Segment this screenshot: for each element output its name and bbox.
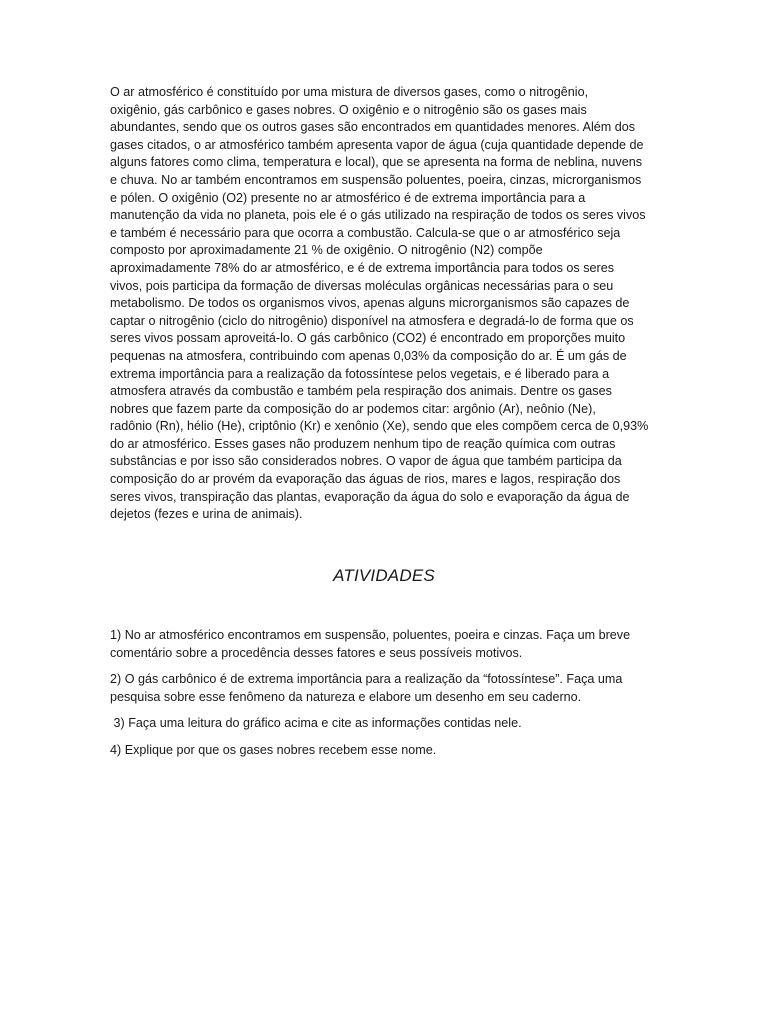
paragraph-line: e também é necessário para que ocorra a combustão. Calcula-se que o ar atmosférico seja — [110, 225, 621, 240]
body-paragraph — [110, 84, 662, 524]
paragraph-line: captar o nitrogênio (ciclo do nitrogênio) disponível na atmosfera e degradá-lo de forma que os — [110, 313, 634, 328]
activity-item-3 — [110, 715, 662, 733]
paragraph-line: gases citados, o ar atmosférico também apresenta vapor de água (cuja quantidade depende de — [110, 137, 644, 152]
paragraph-line: oxigênio, gás carbônico e gases nobres. O oxigênio e o nitrogênio são os gases mais — [110, 102, 587, 117]
activity-line: 1) No ar atmosférico encontramos em suspensão, poluentes, poeira e cinzas. Faça um breve — [110, 628, 631, 642]
paragraph-line: composição do ar provém da evaporação das águas de rios, mares e lagos, respiração dos — [110, 472, 621, 487]
paragraph-line: do ar atmosférico. Esses gases não produzem nenhum tipo de reação química com outras — [110, 436, 616, 451]
activity-item-1 — [110, 627, 662, 662]
activity-line: 4) Explique por que os gases nobres recebem esse nome. — [110, 742, 437, 757]
paragraph-line: vivos, pois participa da formação de diversas moléculas orgânicas necessárias para o seu — [110, 278, 614, 293]
activities-list — [110, 627, 662, 769]
activity-line: comentário sobre a procedência desses fatores e seus possíveis motivos. — [110, 645, 523, 660]
activity-item-2 — [110, 671, 662, 706]
paragraph-line: seres vivos possam aproveitá-lo. O gás carbônico (CO2) é encontrado em proporções muito — [110, 331, 626, 346]
activities-heading: ATIVIDADES — [333, 566, 435, 585]
paragraph-line: composto por aproximadamente 21 % de oxigênio. O nitrogênio (N2) compõe — [110, 243, 543, 258]
paragraph-line: substâncias e por isso são considerados nobres. O vapor de água que também participa da — [110, 454, 622, 469]
paragraph-line: e pólen. O oxigênio (O2) presente no ar atmosférico é de extrema importância para a — [110, 190, 586, 205]
paragraph-line: radônio (Rn), hélio (He), criptônio (Kr) e xenônio (Xe), sendo que eles compõem cerca de 0,93% — [110, 419, 649, 434]
paragraph-line: aproximadamente 78% do ar atmosférico, e é de extrema importância para todos os seres — [110, 260, 615, 275]
paragraph-line: alguns fatores como clima, temperatura e local), que se apresenta na forma de neblina, nuvens — [110, 155, 643, 170]
paragraph-line: pequenas na atmosfera, contribuindo com apenas 0,03% da composição do ar. É um gás de — [110, 348, 627, 363]
paragraph-line: seres vivos, transpiração das plantas, evaporação da água do solo e evaporação da água de — [110, 489, 630, 504]
paragraph-line: atmosfera através da combustão e também pela respiração dos animais. Dentre os gases — [110, 384, 612, 399]
paragraph-line: abundantes, sendo que os outros gases são encontrados em quantidades menores. Além dos — [110, 120, 636, 135]
paragraph-line: e chuva. No ar também encontramos em suspensão poluentes, poeira, cinzas, microrganismos — [110, 172, 642, 187]
activity-line: 2) O gás carbônico é de extrema importância para a realização da “fotossíntese”. Faça uma — [110, 672, 623, 687]
paragraph-line: metabolismo. De todos os organismos vivos, apenas alguns microrganismos são capazes de — [110, 296, 630, 311]
paragraph-line: O ar atmosférico é constituído por uma mistura de diversos gases, como o nitrogênio, — [110, 85, 589, 99]
paragraph-line: extrema importância para a realização da fotossíntese pelos vegetais, e é liberado para a — [110, 366, 610, 381]
activity-item-4 — [110, 742, 662, 760]
paragraph-line: dejetos (fezes e urina de animais). — [110, 507, 303, 522]
paragraph-line: nobres que fazem parte da composição do ar podemos citar: argônio (Ar), neônio (Ne), — [110, 401, 596, 416]
paragraph-line: manutenção da vida no planeta, pois ele é o gás utilizado na respiração de todos os seres vivos — [110, 208, 646, 223]
activity-line: pesquisa sobre esse fenômeno da natureza e elabore um desenho em seu caderno. — [110, 689, 582, 704]
activity-line: 3) Faça uma leitura do gráfico acima e cite as informações contidas nele. — [110, 716, 522, 731]
